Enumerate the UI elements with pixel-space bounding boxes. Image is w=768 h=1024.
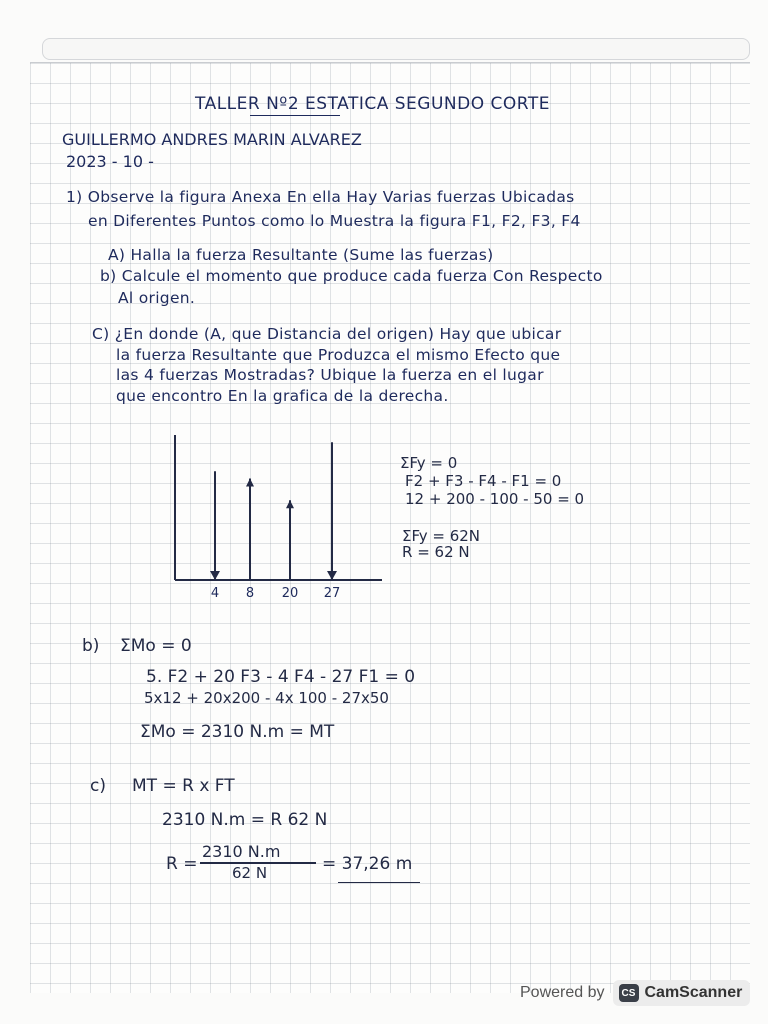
question-c-line-3: las 4 fuerzas Mostradas? Ubique la fuerza en el lugar xyxy=(116,366,544,384)
distance-result: = 37,26 m xyxy=(322,854,413,874)
problem-intro-line-2: en Diferentes Puntos como lo Muestra la figura F1, F2, F3, F4 xyxy=(88,212,581,230)
question-a: A) Halla la fuerza Resultante (Sume las fuerzas) xyxy=(108,246,494,264)
force-arrowhead-4 xyxy=(327,571,337,580)
question-c-line-4: que encontro En la grafica de la derecha. xyxy=(116,387,449,405)
question-b-line-1: b) Calcule el momento que produce cada fuerza Con Respecto xyxy=(100,267,603,285)
tick-label-27: 27 xyxy=(323,586,341,601)
force-diagram xyxy=(150,420,400,610)
result-underline xyxy=(338,882,420,883)
resultant-force: R = 62 N xyxy=(402,543,470,561)
moment-values: 5x12 + 20x200 - 4x 100 - 27x50 xyxy=(144,689,389,707)
part-b-label: b) xyxy=(82,636,100,656)
date-label: 2023 - 10 - xyxy=(66,152,154,171)
question-c-line-2: la fuerza Resultante que Produzca el mismo Efecto que xyxy=(116,346,561,364)
distance-numerator: 2310 N.m xyxy=(202,842,281,861)
problem-intro-line-1: 1) Observe la figura Anexa En ella Hay Varias fuerzas Ubicadas xyxy=(66,188,575,206)
moment-equation: 5. F2 + 20 F3 - 4 F4 - 27 F1 = 0 xyxy=(146,667,416,687)
title-underline xyxy=(250,115,340,116)
tick-label-8: 8 xyxy=(245,586,255,601)
sum-fy-result: ΣFy = 62N xyxy=(402,527,481,545)
part-c-label: c) xyxy=(90,776,106,796)
camscanner-logo-icon: CS xyxy=(619,984,639,1002)
question-b-line-2: Al origen. xyxy=(118,289,196,307)
force-balance-equation: F2 + F3 - F4 - F1 = 0 xyxy=(405,472,562,490)
tick-label-4: 4 xyxy=(210,586,220,601)
student-name: GUILLERMO ANDRES MARIN ALVAREZ xyxy=(62,130,362,149)
force-arrowhead-1 xyxy=(210,571,220,580)
sum-fy-zero: ΣFy = 0 xyxy=(400,454,458,472)
camscanner-watermark xyxy=(520,980,750,1006)
page-top-edge xyxy=(42,38,750,60)
force-balance-values: 12 + 200 - 100 - 50 = 0 xyxy=(405,490,585,508)
moment-resultant-formula: MT = R x FT xyxy=(132,776,235,796)
question-c-line-1: C) ¿En donde (A, que Distancia del origen) Hay que ubicar xyxy=(92,325,562,343)
sum-moments-zero: ΣMo = 0 xyxy=(120,636,192,656)
tick-label-20: 20 xyxy=(281,586,299,601)
force-arrowhead-3 xyxy=(286,500,294,508)
force-diagram-svg xyxy=(150,420,400,610)
watermark-powered-text: Powered by xyxy=(520,984,605,1001)
distance-label: R = xyxy=(166,854,198,874)
watermark-badge xyxy=(613,980,751,1006)
page-title: TALLER Nº2 ESTATICA SEGUNDO CORTE xyxy=(195,94,550,114)
force-arrowhead-2 xyxy=(246,479,254,487)
watermark-brand-name: CamScanner xyxy=(644,984,743,1001)
moment-resultant-substitution: 2310 N.m = R 62 N xyxy=(162,810,328,830)
moment-result: ΣMo = 2310 N.m = MT xyxy=(140,722,335,742)
distance-denominator: 62 N xyxy=(232,864,268,882)
